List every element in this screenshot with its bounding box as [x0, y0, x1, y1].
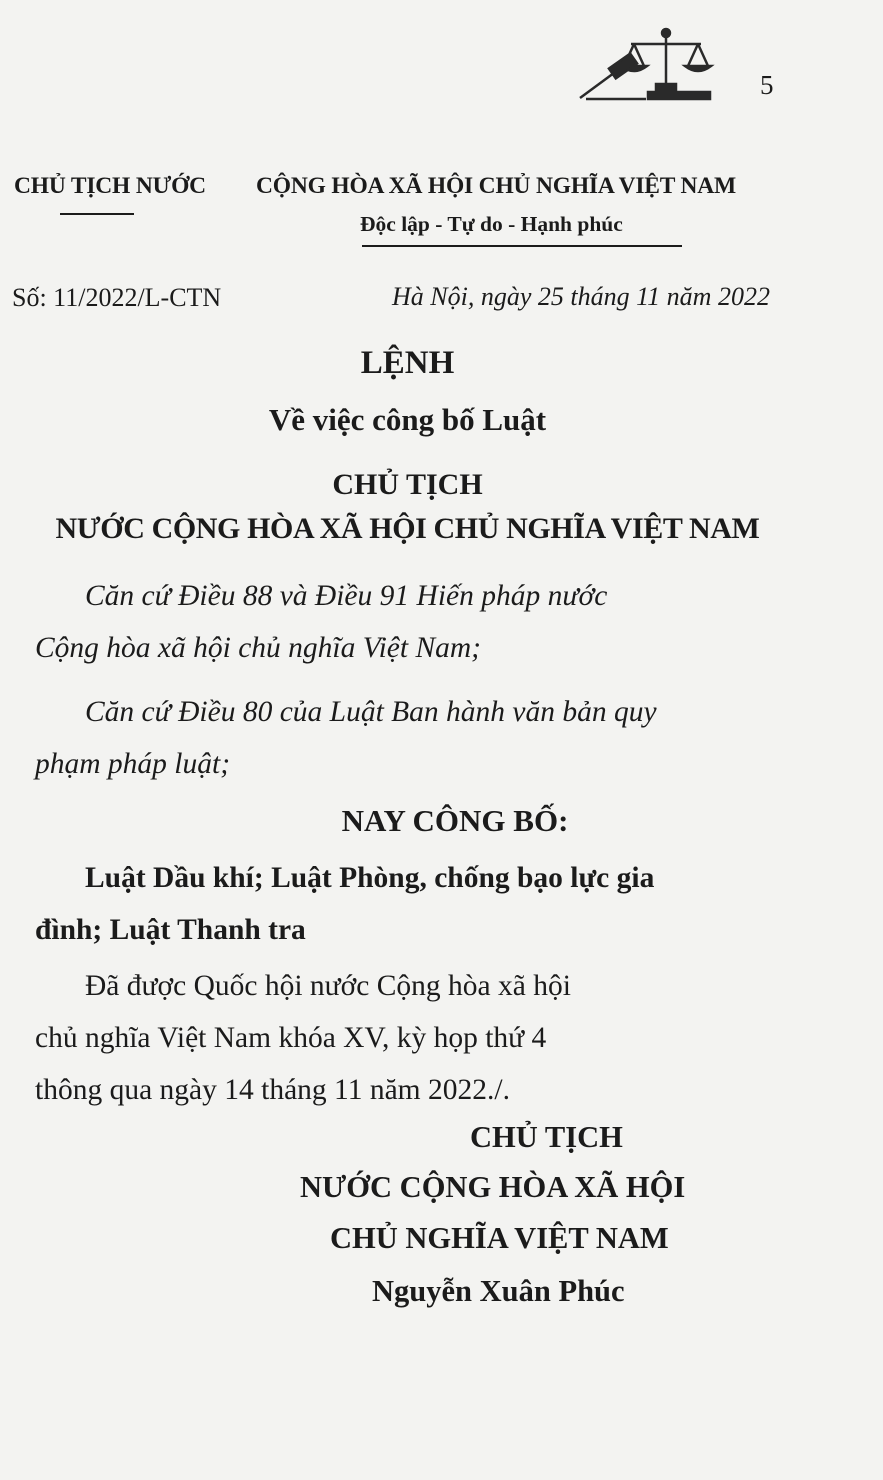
place-and-date: Hà Nội, ngày 25 tháng 11 năm 2022	[392, 282, 770, 311]
signature-title-3: CHỦ NGHĨA VIỆT NAM	[330, 1221, 669, 1255]
authority-line-1: CHỦ TỊCH	[332, 468, 483, 501]
national-title: CỘNG HÒA XÃ HỘI CHỦ NGHĨA VIỆT NAM	[256, 173, 737, 199]
laws-line-2: đình; Luật Thanh tra	[35, 914, 306, 946]
signature-title-1: CHỦ TỊCH	[470, 1120, 623, 1154]
page-number: 5	[760, 70, 774, 100]
signature-title-2: NƯỚC CỘNG HÒA XÃ HỘI	[300, 1170, 686, 1204]
basis-1-line-2: Cộng hòa xã hội chủ nghĩa Việt Nam;	[35, 632, 482, 664]
approval-line-2: chủ nghĩa Việt Nam khóa XV, kỳ họp thứ 4	[35, 1022, 547, 1054]
basis-2-line-1: Căn cứ Điều 80 của Luật Ban hành văn bản quy	[85, 696, 657, 728]
issuer-title: CHỦ TỊCH NƯỚC	[14, 173, 206, 199]
basis-paragraph-1	[35, 570, 780, 674]
approval-line-3: thông qua ngày 14 tháng 11 năm 2022./.	[35, 1074, 510, 1106]
document-title: LỆNH	[360, 345, 455, 381]
scales-and-gavel-icon	[576, 22, 726, 102]
document-subtitle: Về việc công bố Luật	[268, 402, 547, 437]
basis-paragraph-2	[35, 686, 780, 790]
issuer-underline	[60, 213, 134, 215]
approval-line-1: Đã được Quốc hội nước Cộng hòa xã hội	[85, 970, 571, 1002]
basis-2-line-2: phạm pháp luật;	[35, 748, 231, 780]
national-motto: Độc lập - Tự do - Hạnh phúc	[360, 212, 623, 236]
announce-heading: NAY CÔNG BỐ:	[341, 803, 569, 838]
approval-paragraph	[35, 960, 780, 1116]
laws-line-1: Luật Dầu khí; Luật Phòng, chống bạo lực gia	[85, 862, 655, 894]
signatory-name: Nguyễn Xuân Phúc	[372, 1274, 625, 1308]
document-number: Số: 11/2022/L-CTN	[12, 283, 222, 312]
motto-underline	[362, 245, 682, 247]
authority-line-2: NƯỚC CỘNG HÒA XÃ HỘI CHỦ NGHĨA VIỆT NAM	[55, 512, 760, 545]
laws-paragraph	[35, 852, 780, 956]
basis-1-line-1: Căn cứ Điều 88 và Điều 91 Hiến pháp nước	[85, 580, 608, 612]
